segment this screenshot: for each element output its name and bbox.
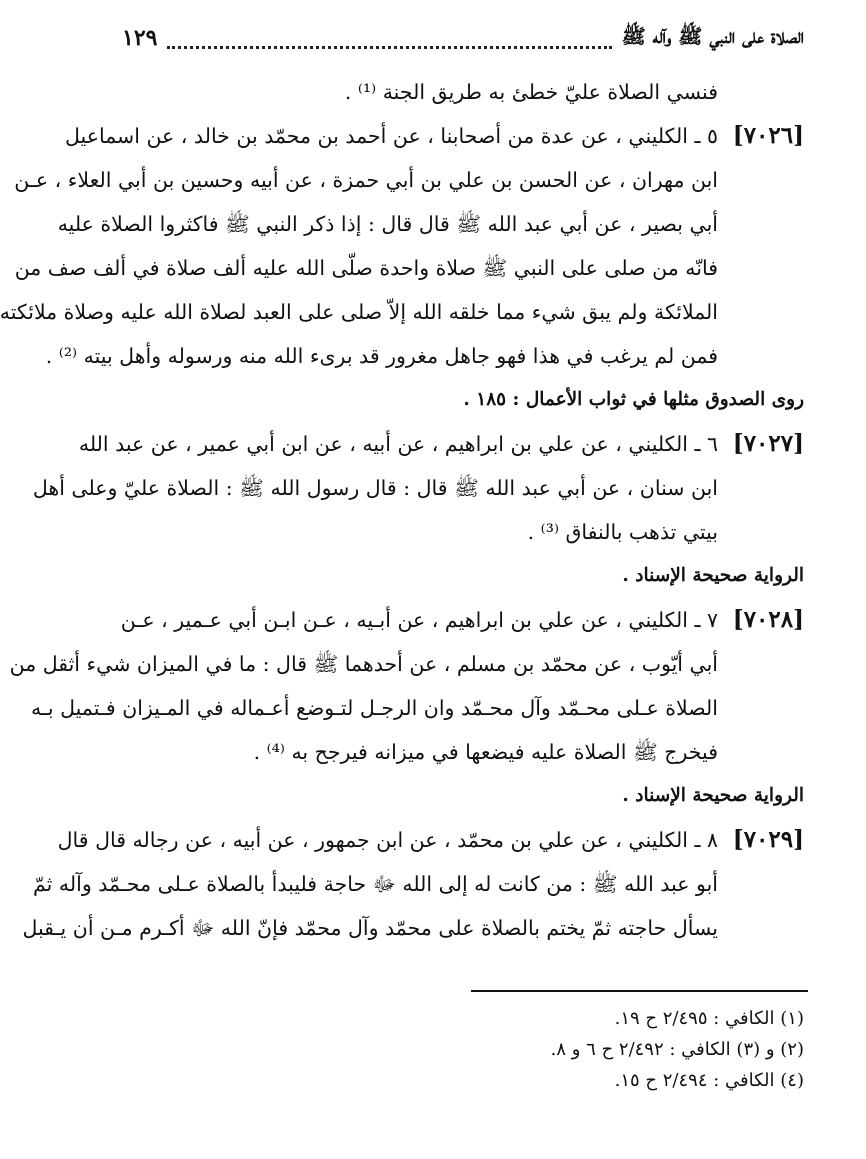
- text-line: فانّه من صلى على النبي ﷺ صلاة واحدة صلّى الله عليه ألف صلاة في ألف صف من: [14, 256, 718, 280]
- text-line: ٨ ـ الكليني ، عن علي بن محمّد ، عن ابن جمهور ، عن أبيه ، عن رجاله قال قال: [57, 828, 718, 852]
- hadith-7026: [65, 114, 804, 158]
- page-number: ١٢٩: [122, 25, 158, 51]
- footnote-separator: [471, 990, 808, 992]
- hadith-note: الرواية صحيحة الإسناد .: [622, 565, 804, 586]
- text-line: أبي بصير ، عن أبي عبد الله ﷺ قال قال : إذا ذكر النبي ﷺ فاكثروا الصلاة عليه: [57, 212, 718, 236]
- text-line: الملائكة ولم يبق شيء مما خلقه الله إلاّ صلى على العبد لصلاة الله عليه وصلاة ملائكته: [0, 300, 718, 324]
- text-line: بيتي تذهب بالنفاق ⁽³⁾ .: [527, 520, 718, 544]
- text-line: ابن سنان ، عن أبي عبد الله ﷺ قال : قال رسول الله ﷺ : الصلاة عليّ وعلى أهل: [32, 476, 718, 500]
- hadith-ref: [٧٠٢٩]: [732, 826, 804, 853]
- text-line: ٧ ـ الكليني ، عن علي بن ابراهيم ، عن أبـيه ، عـن ابـن أبي عـمير ، عـن: [120, 608, 718, 632]
- text-line: فمن لم يرغب في هذا فهو جاهل مغرور قد برىء الله منه ورسوله وأهل بيته ⁽²⁾ .: [45, 344, 718, 368]
- text-line: ٥ ـ الكليني ، عن عدة من أصحابنا ، عن أحمد بن محمّد بن خالد ، عن اسماعيل: [65, 124, 718, 148]
- opening-line: فنسي الصلاة عليّ خطئ به طريق الجنة ⁽¹⁾ .: [344, 80, 718, 104]
- text-line: فيخرج ﷺ الصلاة عليه فيضعها في ميزانه فيرجح به ⁽⁴⁾ .: [253, 740, 718, 764]
- hadith-ref: [٧٠٢٨]: [732, 606, 804, 633]
- hadith-ref: [٧٠٢٦]: [732, 122, 804, 149]
- text-line: أبو عبد الله ﷺ : من كانت له إلى الله ﷻ حاجة فليبدأ بالصلاة عـلى محـمّد وآله ثمّ: [33, 872, 718, 896]
- text-line: يسأل حاجته ثمّ يختم بالصلاة على محمّد وآل محمّد فإنّ الله ﷻ أكـرم مـن أن يـقبل: [22, 916, 718, 940]
- hadith-note: روى الصدوق مثلها في ثواب الأعمال : ١٨٥ .: [463, 389, 804, 410]
- hadith-note: الرواية صحيحة الإسناد .: [622, 785, 804, 806]
- text-line: الصلاة عـلى محـمّد وآل محـمّد وان الرجـل لتـوضع أعـماله في المـيزان فـتميل بـه: [30, 696, 718, 720]
- running-title: الصلاة على النبي ﷺ وآله ﷺ: [621, 23, 804, 48]
- text-line: أبي أيّوب ، عن محمّد بن مسلم ، عن أحدهما ﷺ قال : ما في الميزان شيء أثقل من: [9, 652, 718, 676]
- hadith-ref: [٧٠٢٧]: [732, 430, 804, 457]
- footnote: (١) الكافي : ٢/٤٩٥ ح ١٩.: [614, 1008, 804, 1029]
- text-line: ٦ ـ الكليني ، عن علي بن ابراهيم ، عن أبيه ، عن ابن أبي عمير ، عن عبد الله: [78, 432, 718, 456]
- text-line: ابن مهران ، عن الحسن بن علي بن أبي حمزة ، عن أبيه وحسين بن أبي العلاء ، عـن: [14, 168, 718, 192]
- hadith-7027: [78, 422, 804, 466]
- footnote: (٢) و (٣) الكافي : ٢/٤٩٢ ح ٦ و ٨.: [550, 1039, 804, 1060]
- footnotes: [129, 1003, 804, 1096]
- page-header: [122, 18, 804, 58]
- main-text: [0, 70, 804, 950]
- footnote: (٤) الكافي : ٢/٤٩٤ ح ١٥.: [614, 1070, 804, 1091]
- hadith-7028: [120, 598, 804, 642]
- hadith-7029: [57, 818, 804, 862]
- header-dot-leader: [167, 28, 611, 49]
